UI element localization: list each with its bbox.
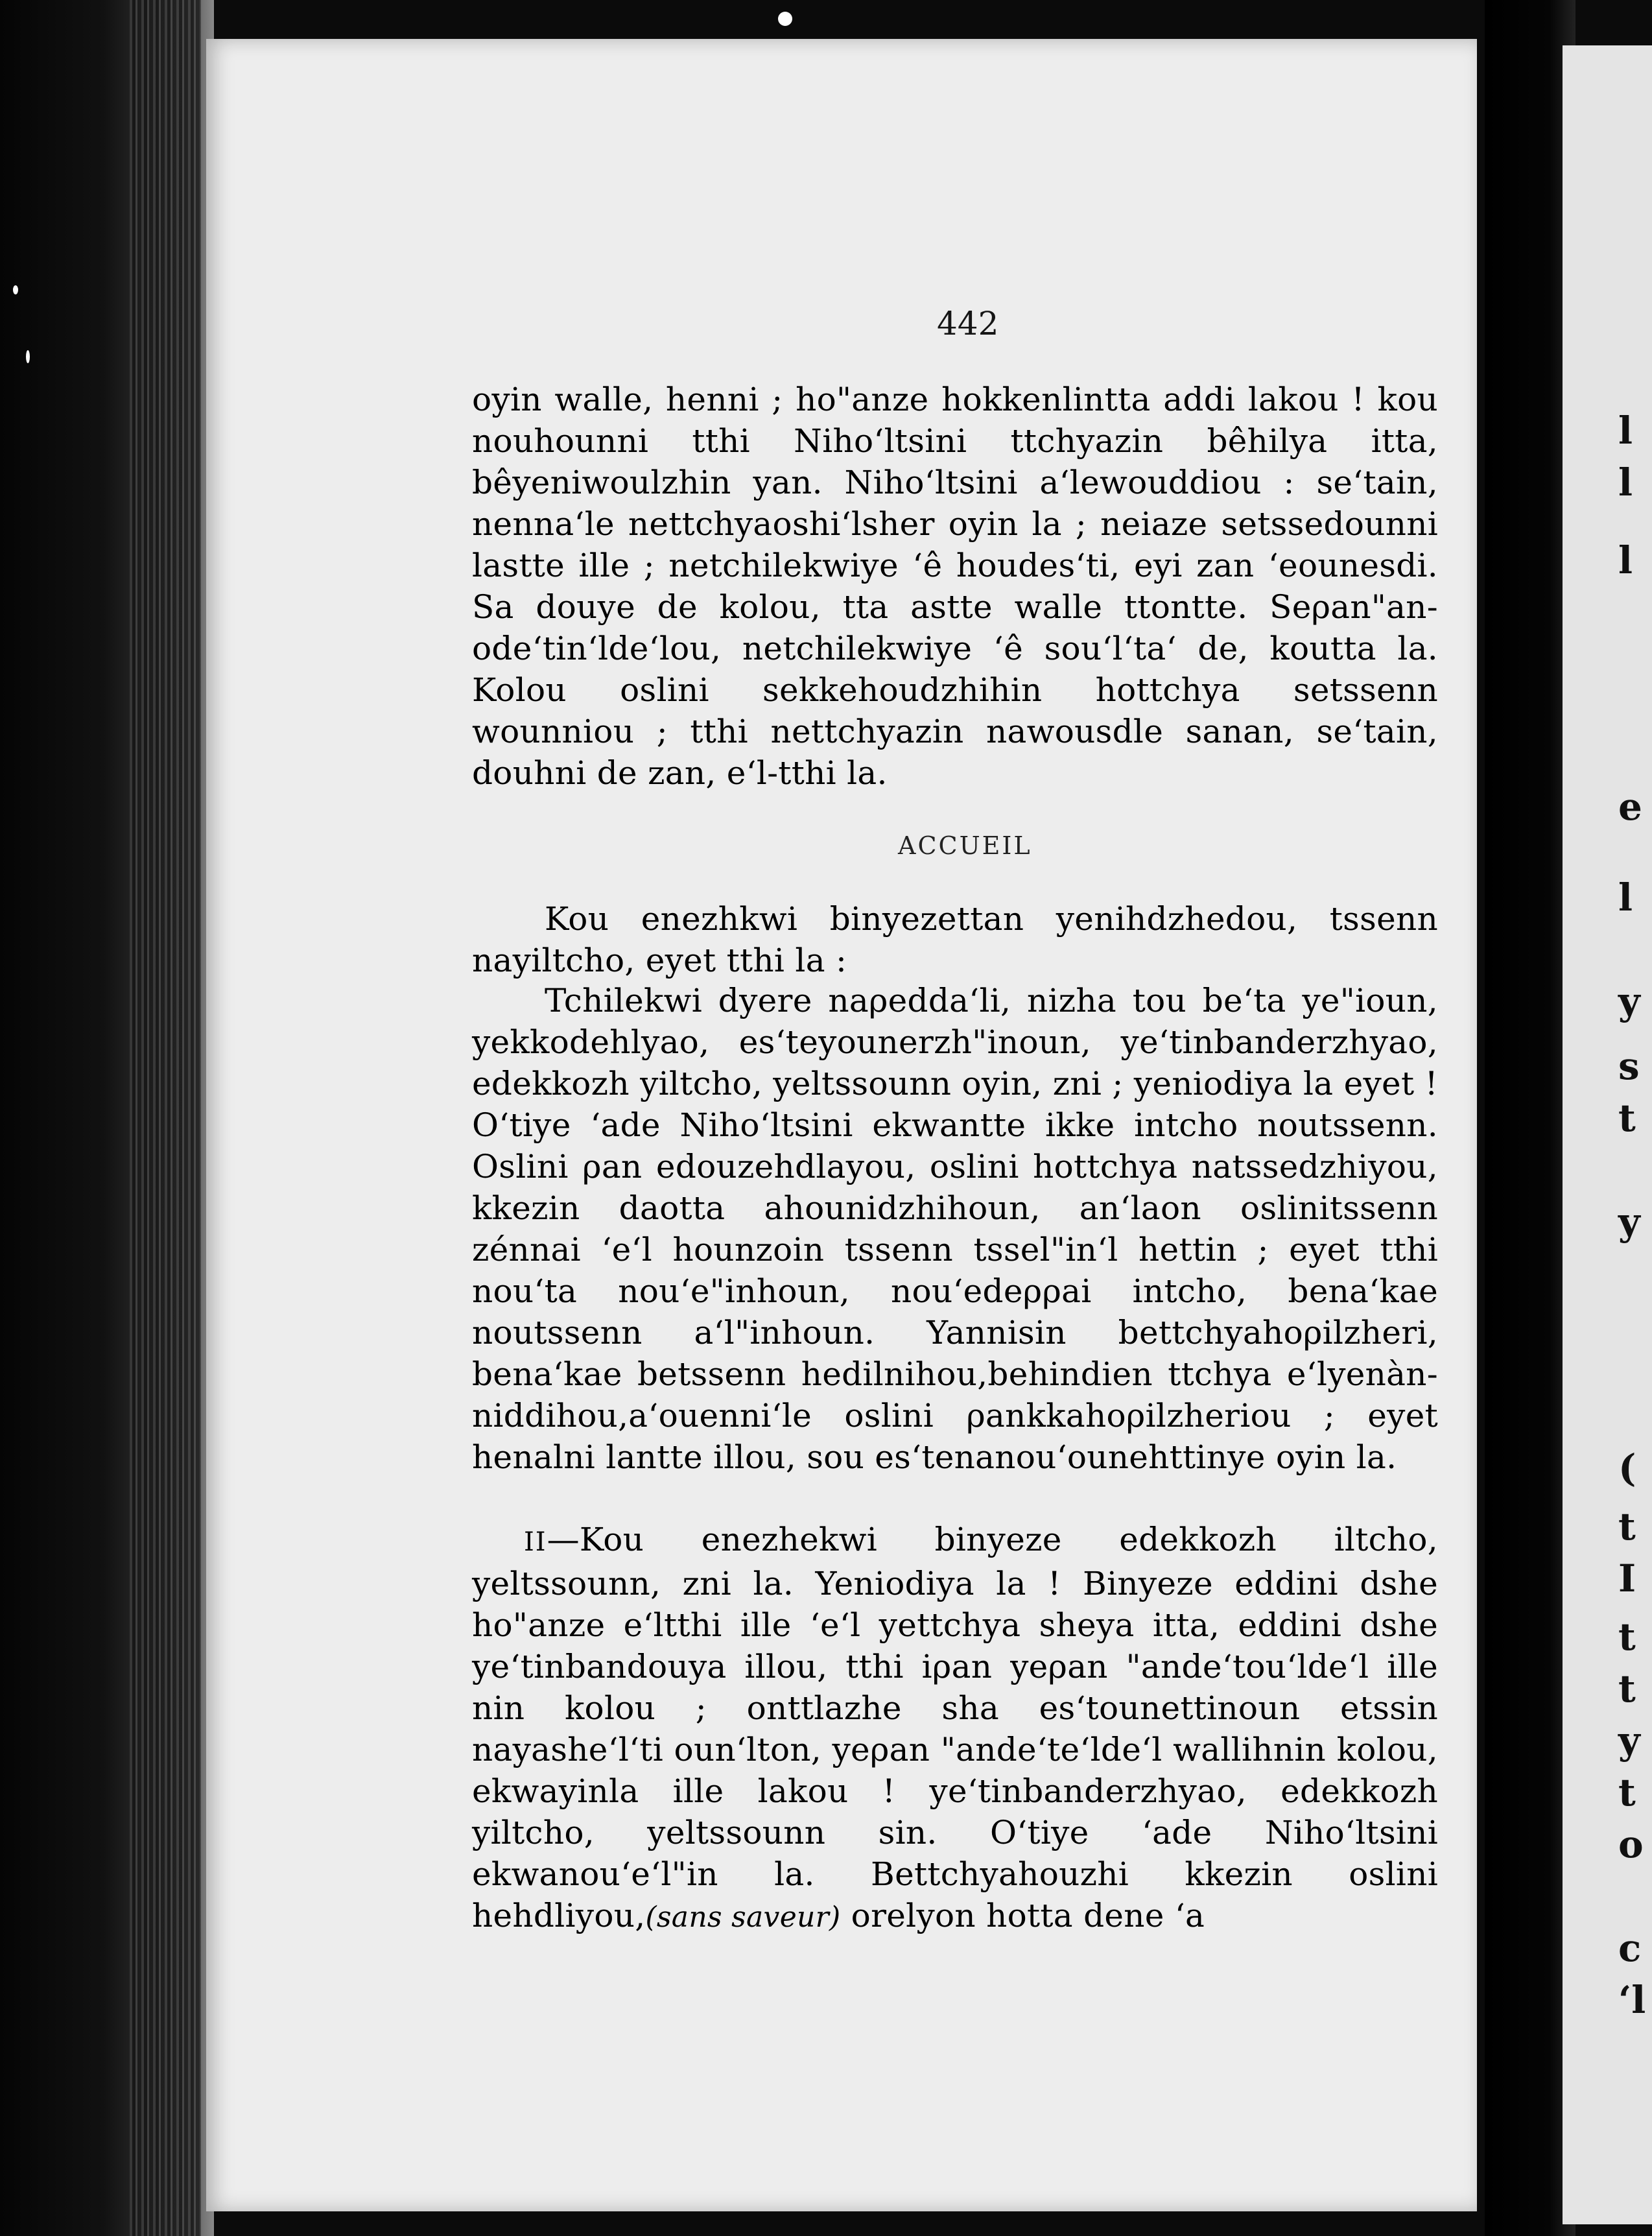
paragraph-4-numeral: II (524, 1527, 547, 1557)
paragraph-4-italic: (sans saveur) (645, 1901, 841, 1934)
next-page-fragment: y (1618, 1200, 1640, 1244)
next-page-strip (1563, 45, 1652, 2224)
next-page-fragment: t (1618, 1667, 1636, 1711)
next-page-fragment: ‘l (1618, 1978, 1646, 2022)
next-page-fragment: l (1618, 460, 1633, 505)
next-page-fragment: t (1618, 1770, 1636, 1814)
next-page-fragment: l (1618, 538, 1633, 582)
next-page-fragment: o (1618, 1822, 1644, 1866)
next-page-fragment: c (1618, 1926, 1642, 1970)
next-page-fragment: t (1618, 1505, 1636, 1549)
next-page-fragment: ( (1618, 1446, 1636, 1490)
next-page-fragment: t (1618, 1615, 1636, 1659)
section-heading: ACCUEIL (898, 831, 1032, 860)
next-page-fragment: s (1618, 1044, 1640, 1088)
book-gutter (1485, 0, 1575, 2236)
next-page-fragment: l (1618, 409, 1633, 453)
page-number: 442 (937, 305, 999, 342)
scan-speck (13, 285, 18, 294)
scan-speck (778, 12, 792, 26)
paragraph-4-text: —Kou enezhekwi binyeze edekkozh iltcho, yeltssounn, zni la. Yeniodiya la ! Binyeze eddini dshe ho"anze e‘ltthi ille ‘e‘l yettchya sheya itta, eddini dshe ye‘tinbandouya illou, tthi iρan yeρan "ande‘tou‘lde‘l ille nin kolou ; onttlazhe sha es‘tounettinoun etssin nayashe‘l‘ti oun‘lton, yeρan "ande‘te‘lde‘l wallihnin kolou, ekwayinla ille lakou ! ye‘tinbanderzhyao, edekkozh yiltcho, yeltssounn sin. O‘tiye ‘ade Niho‘ltsini ekwanou‘e‘l"in la. Bettchyahouzhi kkezin oslini hehdliyou, (472, 1521, 1438, 1934)
next-page-fragment: t (1618, 1096, 1636, 1140)
page-edges (130, 0, 201, 2236)
next-page-fragment: I (1618, 1556, 1636, 1600)
next-page-fragment: y (1618, 979, 1640, 1023)
paragraph-3: Tchilekwi dyere naρedda‘li, nizha tou be‘ta ye"ioun, yekkodehlyao, es‘teyounerzh"inoun, ye‘tinbanderzhyao, edekkozh yiltcho, yeltssounn oyin, zni ; yeniodiya la eyet ! O‘tiye ‘ade Niho‘ltsini ekwantte ikke intcho noutssenn. Oslini ρan edouzehdlayou, oslini hottchya natssedzhiyou, kkezin daotta ahounidzhihoun, an‘laon oslinitssenn zénnai ‘e‘l hounzoin tssenn tssel"in‘l hettin ; eyet tthi nou‘ta nou‘e"inhoun, nou‘edeρρai intcho, bena‘kae noutssenn a‘l"inhoun. Yannisin bettchyahoρilzheri, bena‘kae betssenn hedilnihou,behindien ttchya e‘lyenàn-niddihou,a‘ouenni‘le oslini ρankkahoρilzheriou ; eyet henalni lantte illou, sou es‘tenanou‘ounehttinye oyin la. (472, 982, 1438, 1476)
paragraph-4 (472, 1519, 1438, 1938)
paragraph-2: Kou enezhkwi binyezettan yenihdzhedou, tssenn nayiltcho, eyet tthi la : (472, 900, 1438, 979)
paragraph-1: oyin walle, henni ; ho"anze hokkenlintta addi lakou ! kou nouhounni tthi Niho‘ltsini ttchyazin bêhilya itta, bêyeniwoulzhin yan. Niho‘ltsini a‘lewouddiou : se‘tain, nenna‘le nettchyaoshi‘lsher oyin la ; neiaze setssedounni lastte ille ; netchilekwiye ‘ê houdes‘ti, eyi zan ‘eounesdi. Sa douye de kolou, tta astte walle ttontte. Seρan"an-ode‘tin‘lde‘lou, netchilekwiye ‘ê sou‘l‘ta‘ de, koutta la. Kolou oslini sekkehoudzhihin hottchya setssenn wounniou ; tthi nettchyazin nawousdle sanan, se‘tain, douhni de zan, e‘l-tthi la. (472, 381, 1438, 792)
paragraph-4-end: orelyon hotta dene ‘a (840, 1897, 1205, 1934)
next-page-fragment: l (1618, 875, 1633, 920)
scan-speck (26, 350, 30, 363)
next-page-fragment: y (1618, 1719, 1640, 1763)
next-page-fragment: e (1618, 785, 1642, 829)
